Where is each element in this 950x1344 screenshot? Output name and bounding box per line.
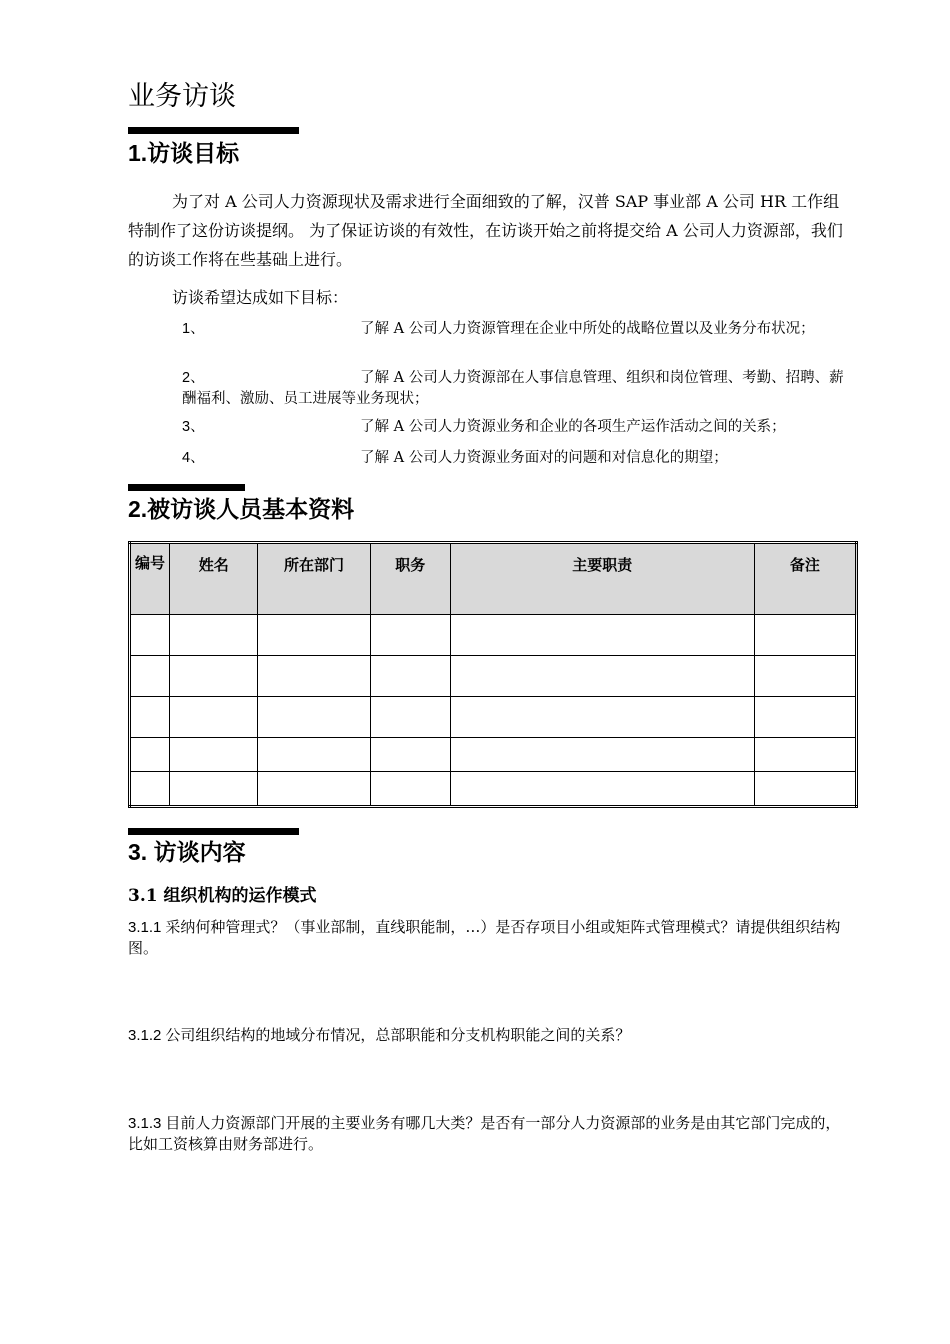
table-cell[interactable] xyxy=(450,697,754,738)
goal-number: 4、 xyxy=(182,450,205,466)
table-row xyxy=(130,615,857,656)
table-cell[interactable] xyxy=(754,738,856,772)
table-cell[interactable] xyxy=(370,772,450,807)
table-cell[interactable] xyxy=(170,697,258,738)
table-cell[interactable] xyxy=(258,656,370,697)
table-cell[interactable] xyxy=(754,772,856,807)
column-header-duties: 主要职责 xyxy=(450,543,754,615)
table-cell[interactable] xyxy=(370,615,450,656)
question-number: 3.1.3 xyxy=(128,1115,162,1132)
table-cell[interactable] xyxy=(450,738,754,772)
column-header-name: 姓名 xyxy=(170,543,258,615)
question-item xyxy=(128,1113,852,1155)
table-header-row xyxy=(130,543,857,615)
question-number: 3.1.2 xyxy=(128,1027,162,1044)
document-title: 业务访谈 xyxy=(128,81,236,111)
table-cell[interactable] xyxy=(130,697,170,738)
question-item xyxy=(128,1025,852,1046)
table-cell[interactable] xyxy=(170,738,258,772)
table-cell[interactable] xyxy=(754,697,856,738)
goal-text: 了解 A 公司人力资源管理在企业中所处的战略位置以及业务分布状况； xyxy=(360,321,815,337)
table-cell[interactable] xyxy=(258,738,370,772)
table-cell[interactable] xyxy=(130,772,170,807)
section-3-heading: 3. 访谈内容 xyxy=(128,839,246,865)
table-cell[interactable] xyxy=(170,615,258,656)
question-text: 公司组织结构的地域分布情况，总部职能和分支机构职能之间的关系？ xyxy=(165,1026,631,1044)
question-item xyxy=(128,917,852,959)
table-cell[interactable] xyxy=(370,697,450,738)
interviewee-table xyxy=(128,541,858,808)
goal-item xyxy=(182,417,850,438)
section-1-intro: 为了对 A 公司人力资源现状及需求进行全面细致的了解，汉普 SAP 事业部 A 公司 HR 工作组特制作了这份访谈提纲。 为了保证访谈的有效性，在访谈开始之前将提交给 A 公司人力资源部，我们的访谈工作将在些基础上进行。 xyxy=(128,192,843,269)
table-cell[interactable] xyxy=(450,656,754,697)
table-cell[interactable] xyxy=(370,738,450,772)
goals-lead: 访谈希望达成如下目标： xyxy=(172,288,349,307)
table-row xyxy=(130,697,857,738)
table-cell[interactable] xyxy=(130,656,170,697)
section-2-heading: 2.被访谈人员基本资料 xyxy=(128,496,355,522)
column-header-position: 职务 xyxy=(370,543,450,615)
subsection-heading: 3.1 组织机构的运作模式 xyxy=(128,886,317,906)
table-cell[interactable] xyxy=(130,738,170,772)
goal-text: 了解 A 公司人力资源业务和企业的各项生产运作活动之间的关系； xyxy=(360,419,786,435)
goal-text: 了解 A 公司人力资源部在人事信息管理、组织和岗位管理、考勤、招聘、薪酬福利、激励、员工进展等业务现状； xyxy=(182,370,844,407)
column-header-department: 所在部门 xyxy=(258,543,370,615)
table-cell[interactable] xyxy=(754,656,856,697)
table-cell[interactable] xyxy=(754,615,856,656)
table-cell[interactable] xyxy=(170,656,258,697)
goal-number: 2、 xyxy=(182,370,205,386)
goal-text: 了解 A 公司人力资源业务面对的问题和对信息化的期望； xyxy=(360,450,728,466)
goal-number: 3、 xyxy=(182,419,205,435)
table-cell[interactable] xyxy=(450,772,754,807)
question-text: 采纳何种管理式？（事业部制，直线职能制，…）是否存项目小组或矩阵式管理模式？请提供组织结构图。 xyxy=(128,918,841,957)
goal-item xyxy=(182,448,850,469)
section-1-heading: 1.访谈目标 xyxy=(128,140,240,166)
table-cell[interactable] xyxy=(258,772,370,807)
goal-number: 1、 xyxy=(182,321,205,337)
table-row xyxy=(130,656,857,697)
table-cell[interactable] xyxy=(170,772,258,807)
column-header-id: 编号 xyxy=(130,543,170,615)
table-row xyxy=(130,772,857,807)
table-cell[interactable] xyxy=(258,697,370,738)
table-cell[interactable] xyxy=(370,656,450,697)
table-row xyxy=(130,738,857,772)
table-cell[interactable] xyxy=(258,615,370,656)
column-header-notes: 备注 xyxy=(754,543,856,615)
goal-item xyxy=(182,319,850,340)
section-bar xyxy=(128,828,299,835)
question-text: 目前人力资源部门开展的主要业务有哪几大类？是否有一部分人力资源部的业务是由其它部门完成的，比如工资核算由财务部进行。 xyxy=(128,1114,841,1153)
section-bar xyxy=(128,127,299,134)
table-cell[interactable] xyxy=(450,615,754,656)
goal-item xyxy=(182,368,850,410)
question-number: 3.1.1 xyxy=(128,919,162,936)
table-cell[interactable] xyxy=(130,615,170,656)
section-bar xyxy=(128,484,245,491)
